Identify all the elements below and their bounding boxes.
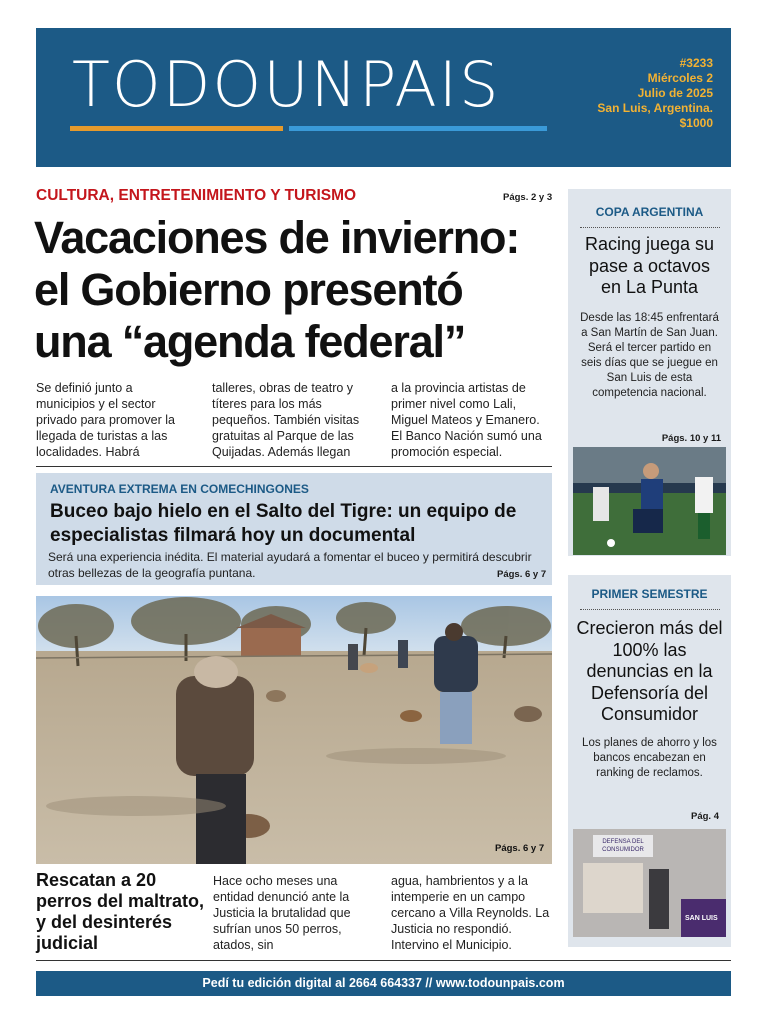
- footer-banner[interactable]: Pedí tu edición digital al 2664 664337 // www.todounpais.com: [36, 971, 731, 996]
- lead-headline[interactable]: [34, 212, 554, 368]
- adventure-section-label: AVENTURA EXTREMA EN COMECHINGONES: [50, 482, 309, 496]
- divider: [36, 960, 731, 961]
- photo-story-col2: agua, hambrientos y a la intemperie en un campo cercano a Villa Reynolds. La Justicia no respondió. Intervino el Municipio.: [391, 874, 550, 952]
- issue-price: $1000: [679, 116, 713, 130]
- football-photo: [573, 447, 726, 555]
- copa-pages: Págs. 10 y 11: [661, 433, 721, 444]
- lead-body-col2: talleres, obras de teatro y títeres para los más pequeños. También visitas gratuitas al Parque de las Quijadas. Además llegan: [212, 381, 360, 459]
- adventure-headline: Buceo bajo hielo en el Salto del Tigre: un equipo de especialistas filmará hoy un documental: [50, 501, 517, 546]
- photo-window: [583, 863, 643, 913]
- office-photo: [573, 829, 726, 937]
- issue-location: San Luis, Argentina.: [597, 101, 713, 115]
- copa-section-label: COPA ARGENTINA: [595, 205, 704, 219]
- issue-info: [597, 56, 713, 131]
- dogs-rescue-photo[interactable]: [36, 596, 552, 864]
- photo-pages: Págs. 6 y 7: [495, 843, 545, 854]
- lead-section-label: CULTURA, ENTRETENIMIENTO Y TURISMO: [36, 187, 357, 204]
- issue-number: #3233: [679, 56, 713, 70]
- logo-underline-orange: [70, 126, 283, 131]
- newspaper-logo[interactable]: TODOUNPAIS: [72, 48, 501, 121]
- photo-sign-sanluis: SAN LUIS: [681, 899, 726, 937]
- lead-body-col3: a la provincia artistas de primer nivel como Lali, Miguel Mateos y Emanero. El Banco Nación sumó una promoción especial.: [391, 381, 542, 459]
- lead-pages: Págs. 2 y 3: [503, 192, 553, 203]
- photo-sign-line: CONSUMIDOR: [602, 847, 644, 853]
- lead-headline-line: una “agenda federal”: [34, 316, 466, 367]
- semestre-section-label: PRIMER SEMESTRE: [591, 587, 708, 601]
- photo-sign-line: DEFENSA DEL: [602, 839, 644, 845]
- adventure-body: Será una experiencia inédita. El material ayudará a fomentar el buceo y permitirá descubrir otras bellezas de la geografía puntana.: [48, 550, 532, 580]
- divider: [36, 466, 552, 467]
- issue-weekday: Miércoles 2: [647, 71, 713, 85]
- copa-headline: Racing juega su pase a octavos en La Punta: [584, 234, 715, 297]
- masthead: [36, 28, 731, 167]
- adventure-box[interactable]: [36, 473, 552, 585]
- adventure-pages: Págs. 6 y 7: [497, 569, 547, 580]
- photo-story-headline[interactable]: Rescatan a 20 perros del maltrato, y del desinterés judicial: [36, 870, 205, 953]
- lead-headline-line: Vacaciones de invierno:: [34, 212, 520, 263]
- logo-underline-blue: [289, 126, 547, 131]
- sidebar-semestre-box[interactable]: [568, 575, 731, 947]
- dogs-rescue-illustration: [36, 596, 552, 864]
- sidebar-copa-box[interactable]: [568, 189, 731, 556]
- photo-person: [649, 869, 669, 929]
- semestre-pages: Pág. 4: [691, 811, 719, 822]
- issue-date: Julio de 2025: [637, 86, 713, 100]
- dotted-divider: [580, 609, 720, 610]
- copa-body: Desde las 18:45 enfrentará a San Martín de San Juan. Será el tercer partido en seis días que se juegue en San Luis de esta competencia nacional.: [580, 311, 719, 399]
- photo-story-col1: Hace ocho meses una entidad denunció ante la Justicia la brutalidad que sufrían unos 50 perros, atados, sin: [213, 874, 351, 952]
- dotted-divider: [580, 227, 720, 228]
- lead-headline-line: el Gobierno presentó: [34, 264, 463, 315]
- lead-body-col1: Se definió junto a municipios y el sector privado para promover la llegada de turistas a las localidades. Habrá: [36, 381, 175, 459]
- semestre-body: Los planes de ahorro y los bancos encabezan en ranking de reclamos.: [582, 736, 717, 779]
- photo-sign: [593, 835, 653, 857]
- semestre-headline: Crecieron más del 100% las denuncias en la Defensoría del Consumidor: [576, 618, 723, 724]
